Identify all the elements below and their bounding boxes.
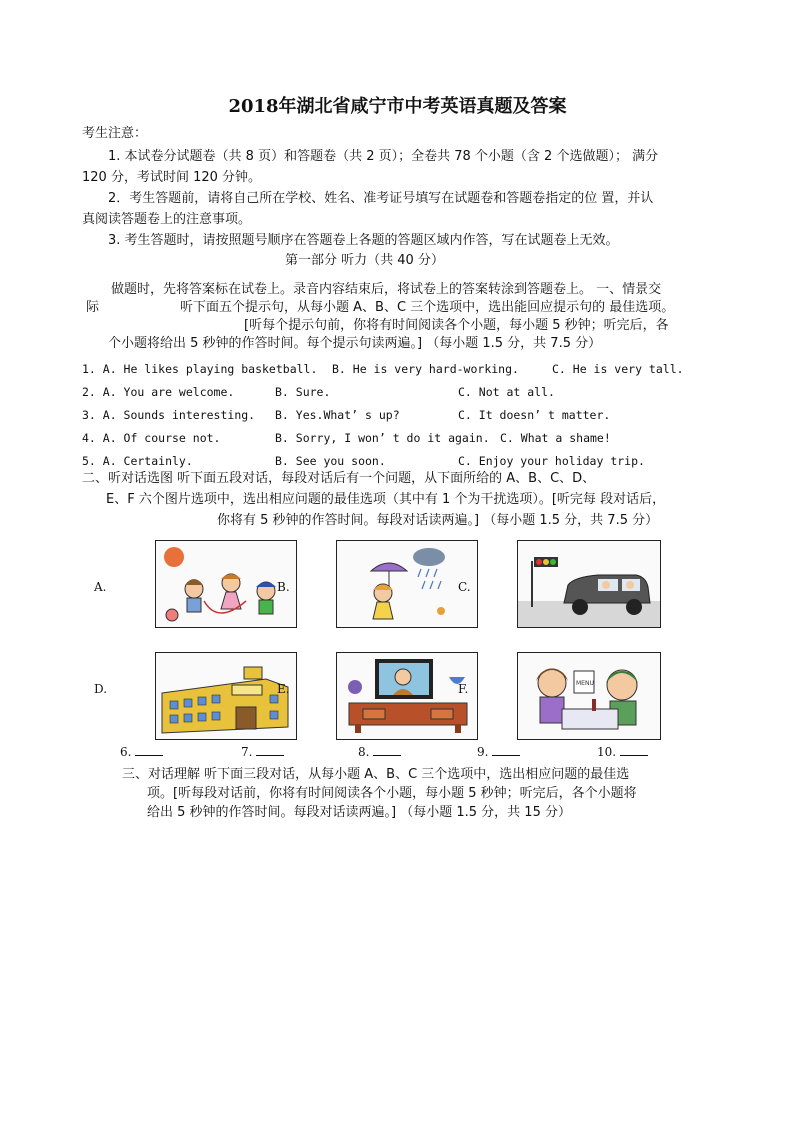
question-3-option-b: B. Yes.What’ s up?: [275, 408, 400, 422]
section3-line-3: 给出 5 秒钟的作答时间。每段对话读两遍。] （每小题 1.5 分，共 15 分）: [147, 805, 571, 820]
restaurant-couple-icon: [517, 652, 661, 740]
girl-in-rain-icon: [336, 540, 478, 628]
answer-blank-7-number: 7.: [241, 745, 253, 759]
answer-blank-10[interactable]: [597, 744, 648, 759]
answer-blank-9[interactable]: [477, 744, 520, 759]
question-3-option-c: C. It doesn’ t matter.: [458, 408, 611, 422]
section3-line-1: 三、对话理解 听下面三段对话，从每小题 A、B、C 三个选项中，选出相应问题的最佳选: [122, 767, 630, 782]
question-1-option-c: C. He is very tall.: [552, 362, 684, 376]
question-5-option-c: C. Enjoy your holiday trip.: [458, 454, 645, 468]
tv-set-icon: [336, 652, 478, 740]
question-2-option-b: B. Sure.: [275, 385, 331, 399]
notice-item-3: 3. 考生答题时，请按照题号顺序在答题卷上各题的答题区域内作答，写在试题卷上无效。: [108, 233, 619, 248]
question-2-option-a: 2. A. You are welcome.: [82, 385, 235, 399]
question-2-option-c: C. Not at all.: [458, 385, 555, 399]
notice-item-2b: 真阅读答题卷上的注意事项。: [82, 212, 252, 227]
picture-d-label: D.: [94, 682, 108, 696]
question-3-option-a: 3. A. Sounds interesting.: [82, 408, 256, 422]
page-title: 2018年湖北省咸宁市中考英语真题及答案: [228, 96, 567, 117]
picture-a-label: A.: [94, 580, 107, 594]
children-playing-icon: [155, 540, 297, 628]
notice-item-1b: 120 分，考试时间 120 分钟。: [82, 170, 262, 185]
section2-line-2: E、F 六个图片选项中，选出相应问题的最佳选项（其中有 1 个为干扰选项）。[听完每 段对话后，: [106, 492, 666, 507]
notice-item-1a: 1. 本试卷分试题卷（共 8 页）和答题卷（共 2 页）；全卷共 78 个小题（含 2 个选做题）； 满分: [108, 149, 659, 164]
part1-heading: 第一部分 听力（共 40 分）: [285, 253, 444, 268]
answer-blank-8-number: 8.: [358, 745, 370, 759]
picture-f-label: F.: [458, 682, 469, 696]
question-4-option-a: 4. A. Of course not.: [82, 431, 221, 445]
car-traffic-light-icon: [517, 540, 661, 628]
answer-blank-6[interactable]: [120, 744, 163, 759]
part1-intro-2a: 际: [86, 300, 100, 315]
answer-blank-6-number: 6.: [120, 745, 132, 759]
part1-intro-3: [听每个提示句前，你将有时间阅读各个小题，每小题 5 秒钟；听完后，各: [244, 318, 669, 333]
section3-line-2: 项。[听每段对话前，你将有时间阅读各个小题，每小题 5 秒钟；听完后，各个小题将: [147, 786, 637, 801]
cinema-building-icon: [155, 652, 297, 740]
svg-text:MENU: MENU: [576, 680, 594, 687]
section2-line-1: 二、听对话选图 听下面五段对话，每段对话后有一个问题，从下面所给的 A、B、C、D、: [82, 471, 596, 486]
question-1-option-b: B. He is very hard-working.: [332, 362, 519, 376]
answer-blank-8[interactable]: [358, 744, 401, 759]
notice-item-2a: 2．考生答题前，请将自己所在学校、姓名、准考证号填写在试题卷和答题卷指定的位 置，并认: [108, 191, 654, 206]
question-4-option-b: B. Sorry, I won’ t do it again.: [275, 431, 490, 445]
question-5-option-b: B. See you soon.: [275, 454, 386, 468]
picture-e-label: E.: [277, 682, 290, 696]
part1-intro-1: 做题时，先将答案标在试卷上。录音内容结束后，将试卷上的答案转涂到答题卷上。 一、情景交: [111, 282, 662, 297]
section2-line-3: 你将有 5 秒钟的作答时间。每段对话读两遍。] （每小题 1.5 分，共 7.5 分）: [217, 513, 659, 528]
question-1-option-a: 1. A. He likes playing basketball.: [82, 362, 318, 376]
part1-intro-4: 个小题将给出 5 秒钟的作答时间。每个提示句读两遍。] （每小题 1.5 分，共 7.5 分）: [108, 336, 602, 351]
answer-blank-7[interactable]: [241, 744, 284, 759]
notice-heading: 考生注意：: [82, 126, 148, 141]
question-4-option-c: C. What a shame!: [500, 431, 611, 445]
picture-c-label: C.: [458, 580, 471, 594]
answer-blank-10-number: 10.: [597, 745, 617, 759]
picture-b-label: B.: [277, 580, 290, 594]
part1-intro-2b: 听下面五个提示句，从每小题 A、B、C 三个选项中，选出能回应提示句的 最佳选项。: [180, 300, 675, 315]
question-5-option-a: 5. A. Certainly.: [82, 454, 193, 468]
answer-blank-9-number: 9.: [477, 745, 489, 759]
